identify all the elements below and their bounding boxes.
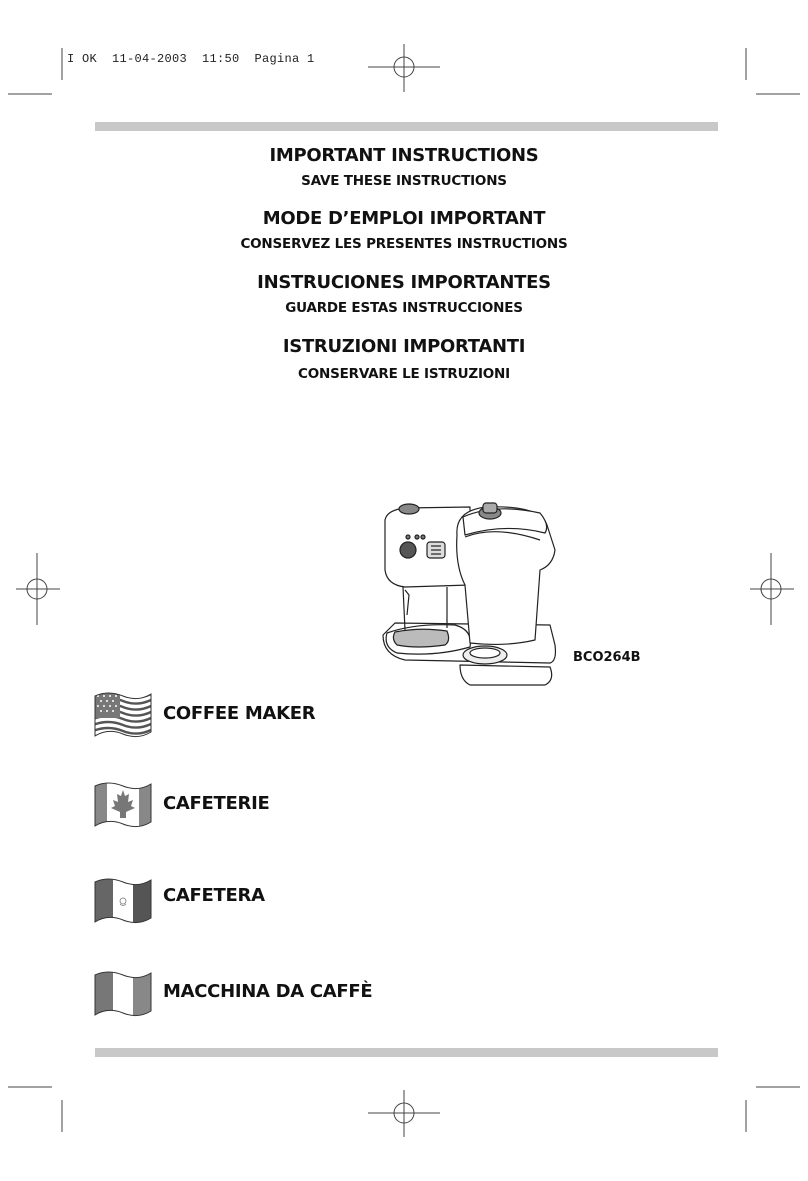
product-label-spanish: CAFETERA xyxy=(163,885,265,906)
heading-french xyxy=(0,208,808,252)
canada-flag-icon xyxy=(93,776,153,832)
heading-title: MODE D’EMPLOI IMPORTANT xyxy=(262,208,546,229)
usa-flag-icon xyxy=(93,688,153,744)
heading-subtitle: CONSERVEZ LES PRESENTES INSTRUCTIONS xyxy=(240,236,568,252)
product-label-french: CAFETERIE xyxy=(163,793,270,814)
heading-spanish xyxy=(0,272,808,316)
heading-title: ISTRUZIONI IMPORTANTI xyxy=(282,336,526,357)
italy-flag-icon xyxy=(93,965,153,1021)
heading-italian xyxy=(0,336,808,382)
heading-title: INSTRUCIONES IMPORTANTES xyxy=(257,272,551,293)
model-number: BCO264B xyxy=(573,650,641,665)
heading-english xyxy=(0,145,808,189)
heading-subtitle: GUARDE ESTAS INSTRUCCIONES xyxy=(285,300,523,316)
product-label-english: COFFEE MAKER xyxy=(163,703,316,724)
heading-subtitle: CONSERVARE LE ISTRUZIONI xyxy=(298,366,510,382)
product-label-italian: MACCHINA DA CAFFÈ xyxy=(163,981,373,1002)
heading-title: IMPORTANT INSTRUCTIONS xyxy=(269,145,539,166)
mexico-flag-icon xyxy=(93,872,153,928)
coffee-machine-illustration xyxy=(375,495,560,693)
bottom-rule xyxy=(95,1048,718,1057)
top-rule xyxy=(95,122,718,131)
print-slug: I OK 11-04-2003 11:50 Pagina 1 xyxy=(67,52,315,66)
heading-subtitle: SAVE THESE INSTRUCTIONS xyxy=(301,173,507,189)
